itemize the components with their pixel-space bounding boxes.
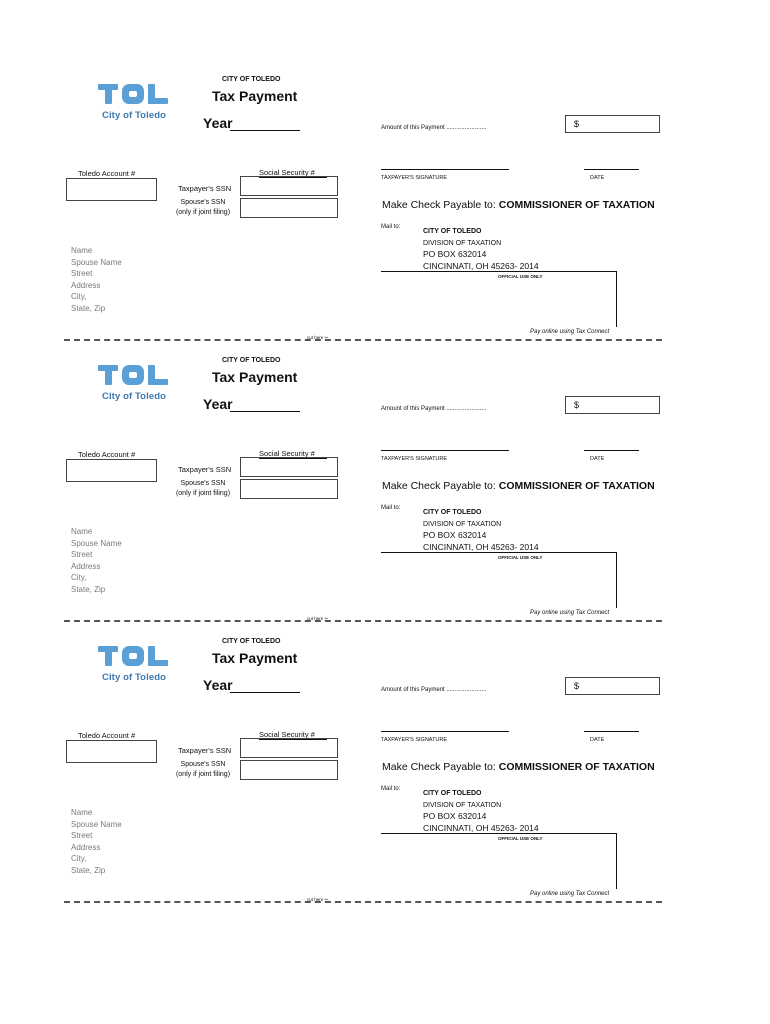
pay-online-text: Pay online using Tax Connect — [530, 891, 610, 897]
payable-to-name: COMMISSIONER OF TAXATION — [498, 480, 655, 492]
official-use-label: OFFICIAL USE ONLY — [498, 274, 543, 279]
city-header: CITY OF TOLEDO — [222, 357, 281, 364]
city-header: CITY OF TOLEDO — [222, 76, 281, 83]
address-line1: CITY OF TOLEDO — [423, 790, 482, 797]
year-label: Year — [203, 677, 233, 693]
tax-payment-coupon — [0, 72, 770, 353]
logo-subtext: City of Toledo — [101, 391, 167, 402]
amount-input[interactable] — [565, 115, 660, 133]
amount-input[interactable] — [565, 677, 660, 695]
form-title: Tax Payment — [212, 88, 298, 104]
spouse-ssn-label-line1: Spouse's SSN — [180, 199, 226, 206]
amount-label: Amount of this Payment ........................ — [381, 125, 487, 131]
dollar-sign: $ — [574, 400, 580, 410]
payable-to-name: COMMISSIONER OF TAXATION — [498, 199, 655, 211]
tax-payment-coupon — [0, 634, 770, 915]
spouse-ssn-input[interactable] — [240, 760, 338, 780]
spouse-ssn-label-line2: (only if joint filing) — [175, 490, 231, 497]
account-input[interactable] — [66, 459, 157, 482]
account-label: Toledo Account # — [78, 169, 136, 178]
state-zip-field-label: State, Zip — [71, 584, 106, 594]
year-field[interactable] — [230, 411, 300, 412]
address-line3: PO BOX 632014 — [423, 249, 487, 259]
name-field-label: Name — [71, 808, 93, 817]
official-use-side-border — [616, 552, 617, 608]
spouse-ssn-label-line1: Spouse's SSN — [180, 480, 226, 487]
name-field-label: Name — [71, 527, 93, 536]
signature-label: TAXPAYER'S SIGNATURE — [381, 737, 448, 743]
spouse-name-field-label: Spouse Name — [71, 257, 122, 267]
cut-line — [64, 620, 662, 622]
name-address-fields — [71, 526, 122, 595]
signature-field[interactable] — [381, 169, 509, 170]
address-line2: DIVISION OF TAXATION — [423, 239, 502, 247]
tol-logo-icon — [98, 82, 170, 108]
spouse-ssn-label-line2: (only if joint filing) — [175, 771, 231, 778]
city-of-toledo-logo — [98, 363, 170, 407]
mailing-address — [423, 507, 539, 553]
spouse-ssn-label — [171, 198, 235, 218]
state-zip-field-label: State, Zip — [71, 865, 106, 875]
official-use-side-border — [616, 271, 617, 327]
date-label: DATE — [590, 175, 605, 181]
form-title: Tax Payment — [212, 650, 298, 666]
amount-label: Amount of this Payment ........................ — [381, 687, 487, 693]
spouse-ssn-input[interactable] — [240, 198, 338, 218]
social-security-label: Social Security # — [259, 168, 327, 178]
mail-to-label: Mail to: — [381, 505, 401, 511]
payable-prefix: Make Check Payable to: — [382, 480, 496, 492]
year-label: Year — [203, 115, 233, 131]
spouse-ssn-input[interactable] — [240, 479, 338, 499]
signature-label: TAXPAYER'S SIGNATURE — [381, 456, 448, 462]
address-line4: CINCINNATI, OH 45263- 2014 — [423, 541, 539, 552]
official-use-top-border — [381, 833, 617, 834]
pay-online-text: Pay online using Tax Connect — [530, 329, 610, 335]
tol-logo-icon — [98, 363, 170, 389]
name-field-label: Name — [71, 246, 93, 255]
dollar-sign: $ — [574, 681, 580, 691]
dollar-sign: $ — [574, 119, 580, 129]
city-field-label: City, — [71, 292, 87, 301]
official-use-label: OFFICIAL USE ONLY — [498, 555, 543, 560]
city-of-toledo-logo — [98, 644, 170, 688]
tol-logo-icon — [98, 644, 170, 670]
address-line1: CITY OF TOLEDO — [423, 509, 482, 516]
year-label: Year — [203, 396, 233, 412]
name-address-fields — [71, 245, 122, 314]
address-field-label: Address — [71, 280, 101, 290]
date-field[interactable] — [584, 450, 639, 451]
payable-to-text — [382, 480, 655, 492]
city-field-label: City, — [71, 854, 87, 863]
signature-field[interactable] — [381, 731, 509, 732]
state-zip-field-label: State, Zip — [71, 303, 106, 313]
pay-online-text: Pay online using Tax Connect — [530, 610, 610, 616]
account-label: Toledo Account # — [78, 450, 136, 459]
official-use-top-border — [381, 271, 617, 272]
taxpayer-ssn-label: Taxpayer's SSN — [178, 746, 232, 755]
payable-to-name: COMMISSIONER OF TAXATION — [498, 761, 655, 773]
mailing-address — [423, 226, 539, 272]
street-field-label: Street — [71, 550, 93, 559]
taxpayer-ssn-input[interactable] — [240, 738, 338, 758]
taxpayer-ssn-label: Taxpayer's SSN — [178, 184, 232, 193]
logo-subtext: City of Toledo — [101, 110, 167, 121]
social-security-label: Social Security # — [259, 449, 327, 459]
official-use-side-border — [616, 833, 617, 889]
payable-prefix: Make Check Payable to: — [382, 761, 496, 773]
address-field-label: Address — [71, 842, 101, 852]
payable-prefix: Make Check Payable to: — [382, 199, 496, 211]
payable-to-text — [382, 761, 655, 773]
payable-to-text — [382, 199, 655, 211]
account-label: Toledo Account # — [78, 731, 136, 740]
spouse-ssn-label-line2: (only if joint filing) — [175, 209, 231, 216]
spouse-ssn-label — [171, 760, 235, 780]
date-field[interactable] — [584, 169, 639, 170]
cut-here-label: cut here ✂ — [307, 335, 329, 340]
cut-line — [64, 339, 662, 341]
date-label: DATE — [590, 456, 605, 462]
account-input[interactable] — [66, 740, 157, 763]
address-field-label: Address — [71, 561, 101, 571]
address-line4: CINCINNATI, OH 45263- 2014 — [423, 822, 539, 833]
mail-to-label: Mail to: — [381, 224, 401, 230]
city-of-toledo-logo — [98, 82, 170, 126]
spouse-name-field-label: Spouse Name — [71, 538, 122, 548]
street-field-label: Street — [71, 269, 93, 278]
cut-here-label: cut here ✂ — [307, 897, 329, 902]
logo-subtext: City of Toledo — [101, 672, 167, 683]
tax-payment-coupon — [0, 353, 770, 634]
taxpayer-ssn-label: Taxpayer's SSN — [178, 465, 232, 474]
address-line4: CINCINNATI, OH 45263- 2014 — [423, 260, 539, 271]
official-use-top-border — [381, 552, 617, 553]
form-title: Tax Payment — [212, 369, 298, 385]
address-line1: CITY OF TOLEDO — [423, 228, 482, 235]
official-use-label: OFFICIAL USE ONLY — [498, 836, 543, 841]
address-line2: DIVISION OF TAXATION — [423, 520, 502, 528]
account-input[interactable] — [66, 178, 157, 201]
city-header: CITY OF TOLEDO — [222, 638, 281, 645]
spouse-ssn-label-line1: Spouse's SSN — [180, 761, 226, 768]
cut-here-label: cut here ✂ — [307, 616, 329, 621]
street-field-label: Street — [71, 831, 93, 840]
city-field-label: City, — [71, 573, 87, 582]
year-field[interactable] — [230, 130, 300, 131]
mailing-address — [423, 788, 539, 834]
taxpayer-ssn-input[interactable] — [240, 176, 338, 196]
signature-field[interactable] — [381, 450, 509, 451]
spouse-ssn-label — [171, 479, 235, 499]
address-line3: PO BOX 632014 — [423, 530, 487, 540]
amount-input[interactable] — [565, 396, 660, 414]
address-line3: PO BOX 632014 — [423, 811, 487, 821]
spouse-name-field-label: Spouse Name — [71, 819, 122, 829]
date-field[interactable] — [584, 731, 639, 732]
cut-line — [64, 901, 662, 903]
date-label: DATE — [590, 737, 605, 743]
taxpayer-ssn-input[interactable] — [240, 457, 338, 477]
amount-label: Amount of this Payment ........................ — [381, 406, 487, 412]
social-security-label: Social Security # — [259, 730, 327, 740]
address-line2: DIVISION OF TAXATION — [423, 801, 502, 809]
year-field[interactable] — [230, 692, 300, 693]
mail-to-label: Mail to: — [381, 786, 401, 792]
name-address-fields — [71, 807, 122, 876]
signature-label: TAXPAYER'S SIGNATURE — [381, 175, 448, 181]
